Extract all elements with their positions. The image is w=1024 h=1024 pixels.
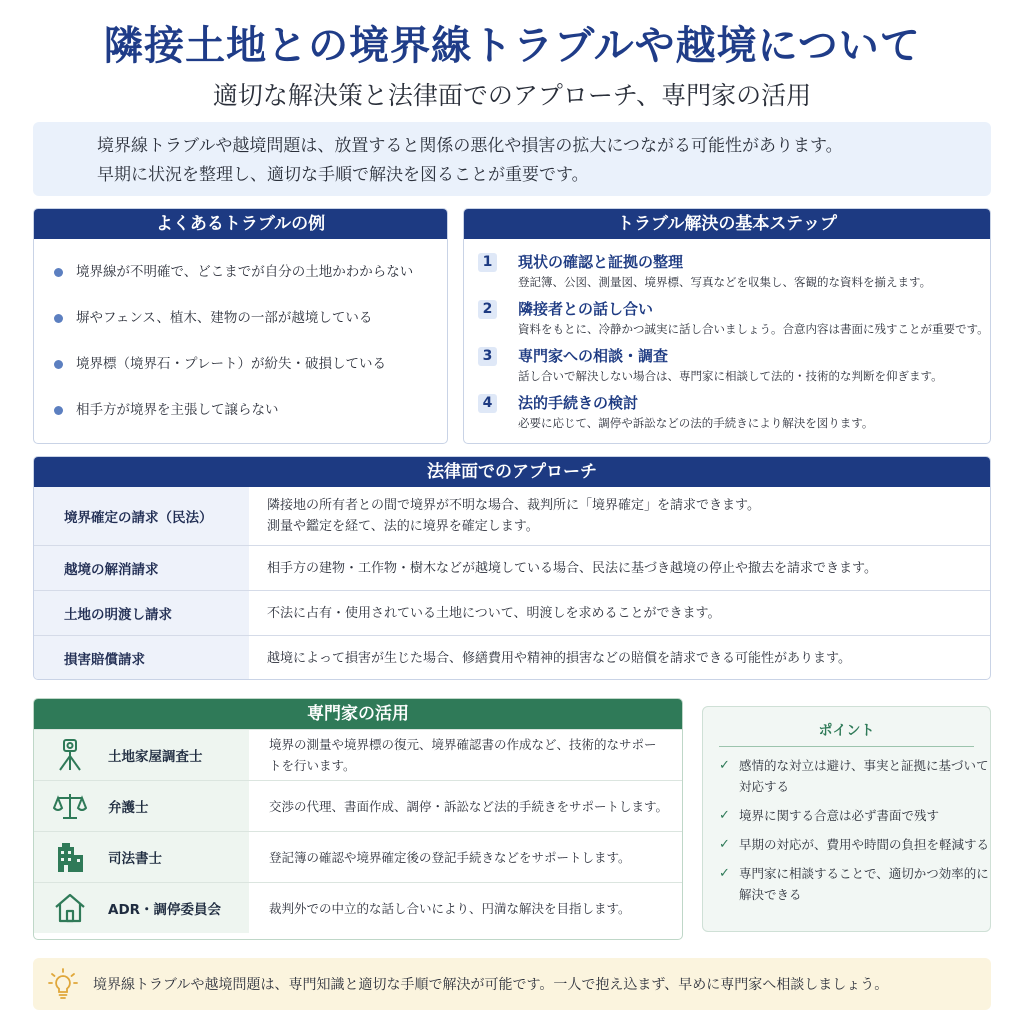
expert-description: 登記簿の確認や境界確定後の登記手続きなどをサポートします。 bbox=[269, 849, 631, 865]
table-row bbox=[34, 729, 682, 780]
resolution-steps-heading: トラブル解決の基本ステップ bbox=[464, 209, 990, 239]
resolution-steps-panel bbox=[463, 208, 991, 444]
lightbulb-icon bbox=[33, 968, 93, 1000]
legal-row-key: 越境の解消請求 bbox=[34, 546, 249, 590]
step-title: 現状の確認と証拠の整理 bbox=[518, 253, 684, 271]
legal-row-line: 隣接地の所有者との間で境界が不明な場合、裁判所に「境界確定」を請求できます。 bbox=[267, 498, 760, 513]
table-row bbox=[34, 780, 682, 831]
check-icon: ✓ bbox=[719, 808, 730, 823]
points-box bbox=[702, 706, 991, 932]
step-title: 法的手続きの検討 bbox=[518, 394, 639, 412]
legal-row-line: 越境によって損害が生じた場合、修繕費用や精神的損害などの賠償を請求できる可能性があります。 bbox=[267, 650, 851, 666]
trouble-item-text: 相手方が境界を主張して譲らない bbox=[76, 402, 279, 418]
table-row bbox=[34, 635, 990, 680]
legal-row-key: 境界確定の請求（民法） bbox=[34, 487, 249, 545]
check-icon: ✓ bbox=[719, 837, 730, 852]
footer-note bbox=[33, 958, 991, 1010]
trouble-item-text: 境界線が不明確で、どこまでが自分の土地かわからない bbox=[76, 264, 414, 280]
check-icon: ✓ bbox=[719, 758, 730, 773]
step-description: 資料をもとに、冷静かつ誠実に話し合いましょう。合意内容は書面に残すことが重要です。 bbox=[518, 322, 989, 336]
experts-heading: 専門家の活用 bbox=[34, 699, 682, 729]
legal-row-value bbox=[249, 546, 990, 590]
legal-row-line: 不法に占有・使用されている土地について、明渡しを求めることができます。 bbox=[267, 605, 721, 621]
list-item bbox=[719, 755, 990, 797]
intro-box bbox=[33, 122, 991, 196]
trouble-examples-panel bbox=[33, 208, 448, 444]
list-item bbox=[54, 399, 447, 444]
legal-row-value bbox=[249, 636, 990, 680]
step-item bbox=[478, 298, 990, 345]
house-icon bbox=[50, 890, 90, 926]
step-number: 3 bbox=[478, 347, 497, 366]
points-list bbox=[703, 747, 990, 905]
point-text: 感情的な対立は避け、事実と証拠に基づいて対応する bbox=[739, 758, 989, 794]
legal-row-key: 土地の明渡し請求 bbox=[34, 591, 249, 635]
trouble-item-text: 塀やフェンス、植木、建物の一部が越境している bbox=[76, 310, 373, 326]
step-title: 専門家への相談・調査 bbox=[518, 347, 669, 365]
expert-name: 弁護士 bbox=[108, 800, 149, 816]
expert-description: 交渉の代理、書面作成、調停・訴訟など法的手続きをサポートします。 bbox=[269, 798, 669, 814]
page-subtitle: 適切な解決策と法律面でのアプローチ、専門家の活用 bbox=[212, 81, 812, 110]
point-text: 専門家に相談することで、適切かつ効率的に解決できる bbox=[739, 866, 989, 902]
step-description: 話し合いで解決しない場合は、専門家に相談して法的・技術的な判断を仰ぎます。 bbox=[518, 369, 943, 383]
trouble-examples-heading: よくあるトラブルの例 bbox=[34, 209, 447, 239]
survey-instrument-icon bbox=[50, 737, 90, 773]
legal-row-key: 損害賠償請求 bbox=[34, 636, 249, 680]
check-icon: ✓ bbox=[719, 866, 730, 881]
step-number: 4 bbox=[478, 394, 497, 413]
legal-row-line: 相手方の建物・工作物・樹木などが越境している場合、民法に基づき越境の停止や撤去を請求できます。 bbox=[267, 560, 877, 576]
table-row bbox=[34, 882, 682, 933]
step-number: 1 bbox=[478, 253, 497, 272]
list-item bbox=[719, 805, 990, 826]
list-item bbox=[719, 863, 990, 905]
points-heading: ポイント bbox=[818, 723, 875, 739]
scales-icon bbox=[50, 788, 90, 824]
expert-name: 土地家屋調査士 bbox=[108, 749, 203, 765]
page-title: 隣接土地との境界線トラブルや越境について bbox=[103, 23, 921, 69]
intro-line: 境界線トラブルや越境問題は、放置すると関係の悪化や損害の拡大につながる可能性があります。 bbox=[97, 136, 843, 156]
intro-line: 早期に状況を整理し、適切な手順で解決を図ることが重要です。 bbox=[97, 165, 589, 185]
expert-description: 境界の測量や境界標の復元、境界確認書の作成など、技術的なサポートを行います。 bbox=[269, 737, 657, 773]
legal-row-value bbox=[249, 591, 990, 635]
step-description: 必要に応じて、調停や訴訟などの法的手続きにより解決を図ります。 bbox=[518, 416, 874, 430]
legal-approach-heading: 法律面でのアプローチ bbox=[34, 457, 990, 487]
step-description: 登記簿、公図、測量図、境界標、写真などを収集し、客観的な資料を揃えます。 bbox=[518, 275, 932, 289]
step-item bbox=[478, 392, 990, 439]
bullet-icon bbox=[54, 406, 63, 415]
step-number: 2 bbox=[478, 300, 497, 319]
experts-panel bbox=[33, 698, 683, 940]
bullet-icon bbox=[54, 268, 63, 277]
legal-row-value bbox=[249, 487, 990, 545]
expert-description: 裁判外での中立的な話し合いにより、円満な解決を目指します。 bbox=[269, 900, 631, 916]
step-title: 隣接者との話し合い bbox=[518, 300, 654, 318]
bullet-icon bbox=[54, 314, 63, 323]
point-text: 早期の対応が、費用や時間の負担を軽減する bbox=[739, 837, 990, 852]
step-item bbox=[478, 251, 990, 298]
legal-approach-panel bbox=[33, 456, 991, 680]
building-icon bbox=[50, 839, 90, 875]
table-row bbox=[34, 590, 990, 635]
step-item bbox=[478, 345, 990, 392]
table-row bbox=[34, 545, 990, 590]
expert-name: 司法書士 bbox=[108, 851, 162, 867]
list-item bbox=[54, 261, 447, 307]
legal-row-line: 測量や鑑定を経て、法的に境界を確定します。 bbox=[267, 519, 539, 534]
trouble-item-text: 境界標（境界石・プレート）が紛失・破損している bbox=[76, 356, 386, 372]
list-item bbox=[54, 353, 447, 399]
footer-text: 境界線トラブルや越境問題は、専門知識と適切な手順で解決が可能です。一人で抱え込まず、早めに専門家へ相談しましょう。 bbox=[93, 977, 889, 993]
list-item bbox=[54, 307, 447, 353]
trouble-list bbox=[34, 239, 447, 444]
expert-name: ADR・調停委員会 bbox=[108, 902, 222, 918]
table-row bbox=[34, 487, 990, 545]
list-item bbox=[719, 834, 990, 855]
bullet-icon bbox=[54, 360, 63, 369]
table-row bbox=[34, 831, 682, 882]
point-text: 境界に関する合意は必ず書面で残す bbox=[739, 808, 940, 823]
